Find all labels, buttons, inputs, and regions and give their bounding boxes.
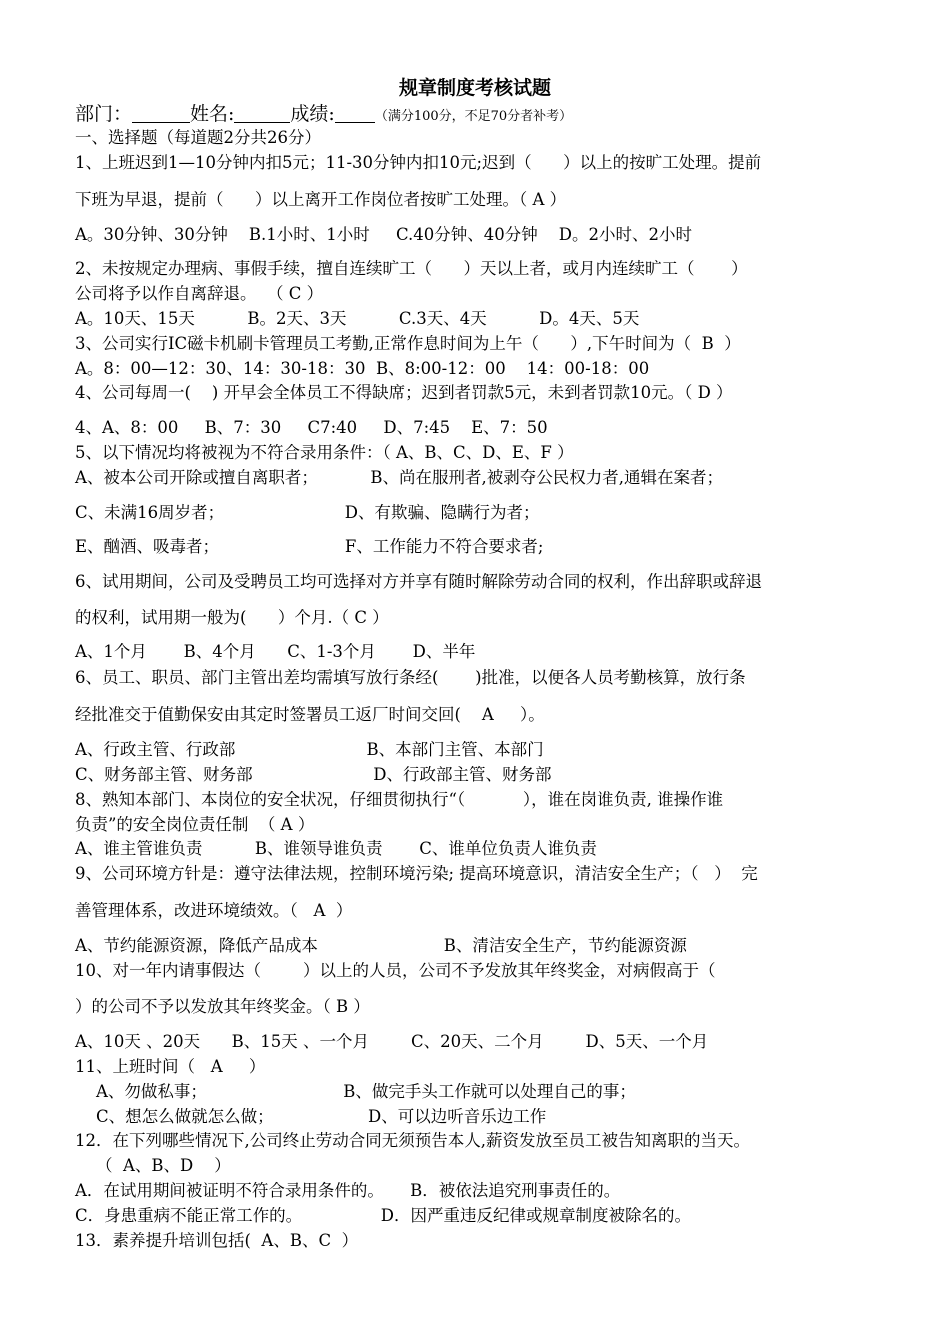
question-line: 5、以下情况均将被视为不符合录用条件：（ A、B、C、D、E、F ） — [75, 443, 574, 462]
name-blank[interactable] — [234, 104, 290, 123]
question-line: 3、公司实行IC磁卡机刷卡管理员工考勤,正常作息时间为上午（ ）,下午时间为（ B ） — [75, 334, 741, 353]
question-line: 经批准交于值勤保安由其定时签署员工返厂时间交回( A ）。 — [75, 705, 545, 724]
options-line: 4、A、8：00 B、7：30 C7:40 D、7:45 E、7：50 — [75, 418, 548, 437]
dept-label: 部门： — [75, 103, 133, 125]
options-line: C．身患重病不能正常工作的。 D．因严重违反纪律或规章制度被除名的。 — [75, 1206, 692, 1225]
options-line: A。8：00—12：30、14：30-18：30 B、8:00-12：00 14：00-18：00 — [75, 359, 650, 378]
page-title: 规章制度考核试题 — [398, 77, 551, 99]
question-line: 13．素养提升培训包括( A、B、C ） — [75, 1231, 359, 1250]
question-line: 的权利，试用期一般为( ）个月.（ C ） — [75, 608, 389, 627]
header-info-row — [75, 101, 572, 130]
question-line: 4、公司每周一( ) 开早会全体员工不得缺席；迟到者罚款5元，未到者罚款10元。（ D ） — [75, 383, 733, 402]
question-line: 下班为早退，提前（ ）以上离开工作岗位者按旷工处理。（ A ） — [75, 190, 567, 209]
options-line: A、1个月 B、4个月 C、1-3个月 D、半年 — [75, 642, 476, 661]
options-line: A、节约能源资源，降低产品成本 B、清洁安全生产，节约能源资源 — [75, 936, 687, 955]
question-line: 9、公司环境方针是：遵守法律法规，控制环境污染; 提高环境意识，清洁安全生产；（ ） 完 — [75, 864, 758, 883]
question-line: 6、员工、职员、部门主管出差均需填写放行条经( )批准，以便各人员考勤核算，放行条 — [75, 668, 746, 687]
question-line: 负责”的安全岗位责任制 （ A ） — [75, 815, 315, 834]
question-line: ）的公司不予以发放其年终奖金。（ B ） — [75, 997, 370, 1016]
dept-blank[interactable] — [132, 104, 190, 123]
question-line: 善管理体系，改进环境绩效。（ A ） — [75, 901, 353, 920]
options-line: A．在试用期间被证明不符合录用条件的。 B．被依法追究刑事责任的。 — [75, 1181, 621, 1200]
options-line: A、谁主管谁负责 B、谁领导谁负责 C、谁单位负责人谁负责 — [75, 839, 597, 858]
score-note: （满分100分，不足70分者补考） — [374, 109, 573, 124]
options-line: E、酗酒、吸毒者； F、工作能力不符合要求者; — [75, 537, 544, 556]
options-line: A。30分钟、30分钟 B.1小时、1小时 C.40分钟、40分钟 D。2小时、2小时 — [75, 225, 692, 244]
question-line: 6、试用期间，公司及受聘员工均可选择对方并享有随时解除劳动合同的权利，作出辞职或辞退 — [75, 572, 762, 591]
options-line: C、财务部主管、财务部 D、行政部主管、财务部 — [75, 765, 552, 784]
question-line: 10、对一年内请事假达（ ）以上的人员，公司不予发放其年终奖金，对病假高于（ — [75, 961, 716, 980]
question-line: 12．在下列哪些情况下,公司终止劳动合同无须预告本人,薪资发放至员工被告知离职的当天。 — [75, 1131, 750, 1150]
score-blank[interactable] — [335, 104, 375, 123]
options-line: A、行政主管、行政部 B、本部门主管、本部门 — [75, 740, 544, 759]
question-line: 11、上班时间（ A ） — [75, 1057, 266, 1076]
options-line: A、被本公司开除或擅自离职者； B、尚在服刑者,被剥夺公民权力者,通辑在案者； — [75, 468, 723, 487]
options-line: A、10天 、20天 B、15天 、一个月 C、20天、二个月 D、5天、一个月 — [75, 1032, 709, 1051]
options-line: C、未满16周岁者； D、有欺骗、隐瞒行为者； — [75, 503, 540, 522]
question-line: 8、熟知本部门、本岗位的安全状况，仔细贯彻执行“（ ），谁在岗谁负责, 谁操作谁 — [75, 790, 724, 809]
answer-line: （ A、B、D ） — [75, 1156, 231, 1175]
name-label: 姓名: — [190, 103, 235, 125]
section-heading: 一、选择题（每道题2分共26分） — [75, 128, 321, 147]
question-line: 公司将予以作自离辞退。 （ C ） — [75, 284, 324, 303]
question-line: 1、上班迟到1—10分钟内扣5元；11-30分钟内扣10元;迟到（ ）以上的按旷工处理。提前 — [75, 153, 762, 172]
options-line: C、想怎么做就怎么做； D、可以边听音乐边工作 — [75, 1107, 547, 1126]
options-line: A、勿做私事； B、做完手头工作就可以处理自己的事； — [75, 1082, 636, 1101]
score-label: 成绩: — [290, 103, 335, 125]
question-line: 2、未按规定办理病、事假手续，擅自连续旷工（ ）天以上者，或月内连续旷工（ ） — [75, 259, 748, 278]
options-line: A。10天、15天 B。2天、3天 C.3天、4天 D。4天、5天 — [75, 309, 640, 328]
